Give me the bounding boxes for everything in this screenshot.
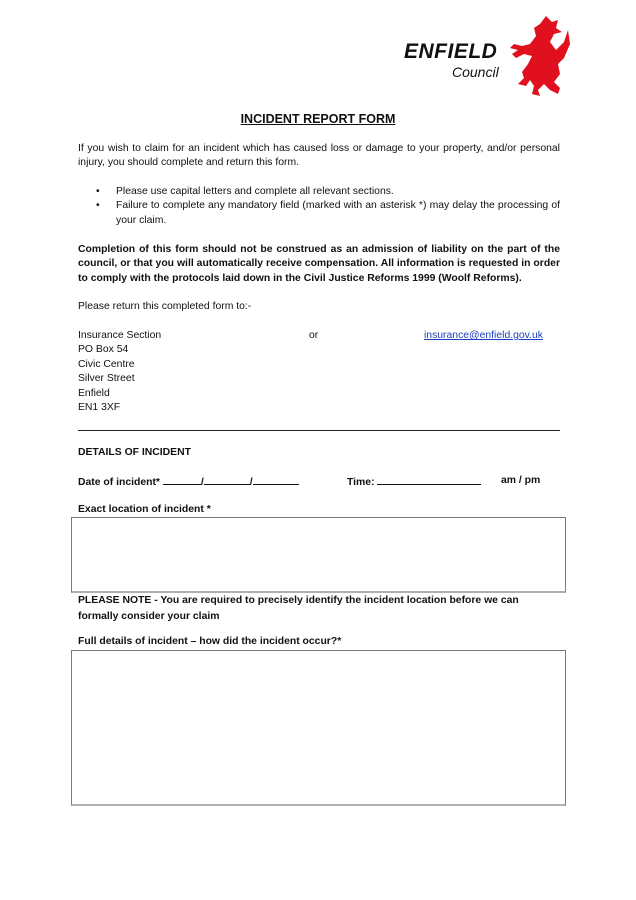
list-item: • Please use capital letters and complete all relevant sections. — [78, 185, 560, 199]
time-field[interactable] — [377, 474, 481, 485]
date-year-field[interactable] — [253, 474, 299, 485]
postal-address — [78, 329, 161, 415]
logo-subtitle: Council — [452, 64, 499, 80]
full-details-input[interactable] — [71, 650, 566, 806]
date-label: Date of incident* — [78, 477, 160, 488]
date-day-field[interactable] — [163, 474, 201, 485]
details-heading: DETAILS OF INCIDENT — [78, 447, 191, 458]
or-label: or — [309, 330, 319, 341]
instructions-list — [78, 185, 560, 228]
full-details-label: Full details of incident – how did the incident occur?* — [78, 636, 342, 647]
address-line: Enfield — [78, 387, 110, 399]
list-item: • Failure to complete any mandatory field (marked with an asterisk *) may delay the processing of your claim. — [96, 200, 560, 226]
red-dragon-icon — [508, 14, 572, 98]
location-input[interactable] — [71, 517, 566, 593]
address-line: Civic Centre — [78, 358, 135, 370]
address-line: Silver Street — [78, 373, 135, 385]
am-pm-label: am / pm — [501, 475, 541, 486]
date-time-row — [78, 474, 560, 490]
location-label: Exact location of incident * — [78, 504, 211, 515]
section-divider — [78, 430, 560, 431]
page-title: INCIDENT REPORT FORM — [240, 112, 396, 126]
email-link[interactable]: insurance@enfield.gov.uk — [424, 330, 543, 341]
time-group — [347, 474, 481, 490]
date-separator: / — [200, 477, 204, 488]
bullet-icon: • — [96, 200, 100, 212]
address-line: Insurance Section — [78, 330, 162, 341]
time-label: Time: — [347, 477, 375, 488]
return-label: Please return this completed form to:- — [78, 301, 252, 312]
address-line: PO Box 54 — [78, 344, 129, 356]
disclaimer-paragraph: Completion of this form should not be construed as an admission of liability on the part of the council, or that you will automatically receive compensation. All information is requested in order to comply with the protocols laid down in the Civil Justice Reforms 1999 (Woolf Reforms). — [78, 244, 560, 284]
date-separator: / — [249, 477, 253, 488]
location-note: PLEASE NOTE - You are required to precisely identify the incident location before we can formally consider your claim — [78, 595, 519, 622]
council-logo — [400, 14, 575, 100]
date-month-field[interactable] — [204, 474, 250, 485]
address-line: EN1 3XF — [78, 402, 121, 414]
logo-name: ENFIELD — [404, 40, 498, 63]
intro-paragraph: If you wish to claim for an incident which has caused loss or damage to your property, and/or personal injury, you should complete and return this form. — [78, 143, 560, 169]
bullet-icon: • — [96, 186, 100, 197]
